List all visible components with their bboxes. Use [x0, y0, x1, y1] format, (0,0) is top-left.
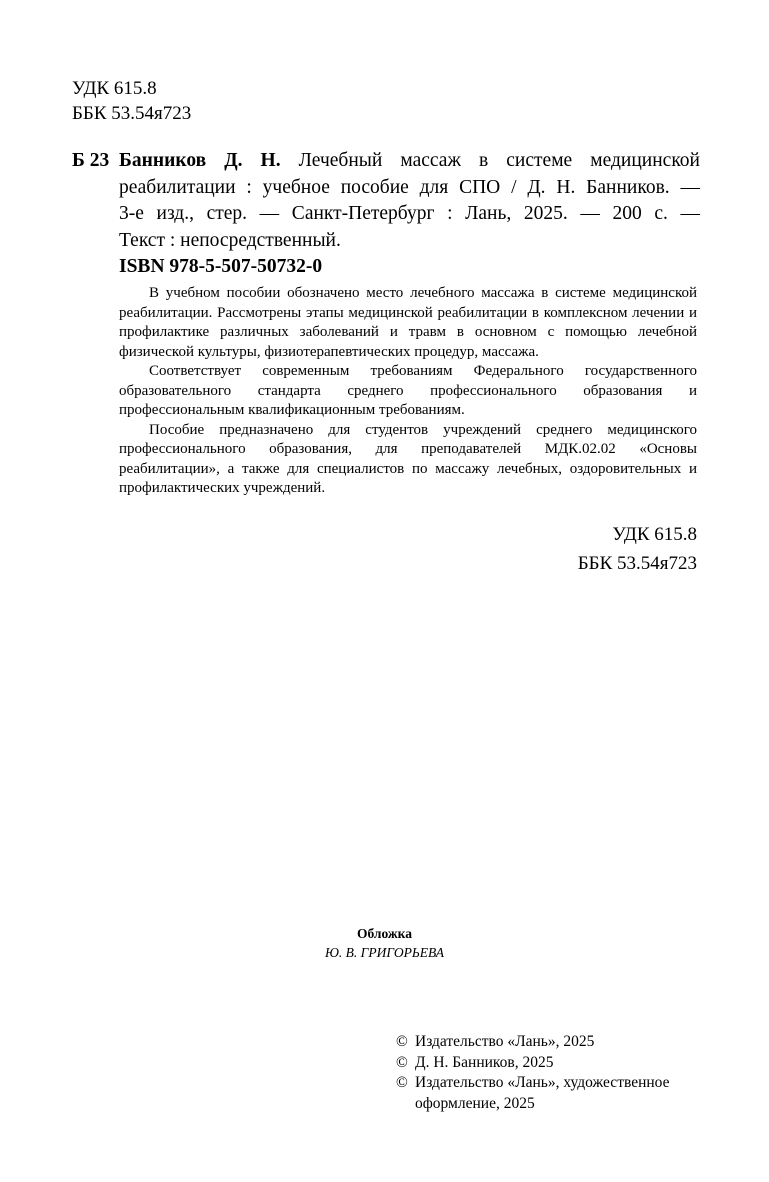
annotation — [119, 284, 697, 499]
isbn: ISBN 978-5-507-50732-0 — [119, 256, 323, 277]
classification-block-bottom — [578, 520, 697, 578]
copyright-icon: © — [396, 1074, 408, 1091]
cover-credit — [0, 924, 769, 962]
bbk-code-repeat: ББК 53.54я723 — [577, 553, 697, 574]
bibliographic-description — [119, 148, 700, 254]
cover-credit-title: Обложка — [356, 926, 412, 941]
copyright-block — [396, 1032, 715, 1114]
annotation-paragraph: Пособие предназначено для студентов учреждений среднего медицинского профессионального образования, для преподавателей МДК.02.02 «Основы реабилитации», а также для специалистов по массажу лечебных, оздоровительных и профилактических учреждений. — [119, 421, 697, 496]
copyright-icon: © — [396, 1033, 408, 1050]
description-text-1: Лечебный массаж в системе медицинской — [280, 150, 700, 171]
description-line-2: реабилитации : учебное пособие для СПО / Д. Н. Банников. — — [119, 176, 700, 198]
copyright-text: Д. Н. Банников, 2025 — [415, 1053, 554, 1071]
bbk-code: ББК 53.54я723 — [72, 103, 192, 124]
copyright-text: Издательство «Лань», 2025 — [415, 1033, 595, 1050]
copyright-item — [396, 1073, 715, 1114]
annotation-paragraph: Соответствует современным требованиям Федерального государственного образовательного стандарта среднего профессионального образования и профессиональным квалификационным требованиям. — [119, 363, 697, 418]
udk-code-repeat: УДК 615.8 — [612, 524, 697, 545]
cover-designer-name: Ю. В. ГРИГОРЬЕВА — [324, 945, 445, 960]
classification-block-top — [72, 76, 191, 126]
copyright-item — [396, 1032, 715, 1053]
author-name: Банников Д. Н. — [119, 150, 281, 171]
udk-code: УДК 615.8 — [72, 78, 157, 99]
description-line-3: 3-е изд., стер. — Санкт-Петербург : Лань, 2025. — 200 с. — — [119, 203, 700, 224]
annotation-paragraph: В учебном пособии обозначено место лечебного массажа в системе медицинской реабилитации. Рассмотрены этапы медицинской реабилитации в комплексном лечении и профилактике различных заболеваний и травм в основном с помощью лечебной физической культуры, физиотерапевтических процедур, массажа. — [119, 285, 697, 360]
bibliographic-entry — [72, 148, 700, 254]
copyright-icon: © — [396, 1053, 408, 1071]
copyright-text: Издательство «Лань», художественное оформление, 2025 — [415, 1074, 670, 1112]
description-line-4: Текст : непосредственный. — [119, 229, 341, 251]
author-mark: Б 23 — [72, 150, 110, 171]
description-line-1 — [119, 148, 700, 175]
copyright-item — [396, 1053, 715, 1074]
